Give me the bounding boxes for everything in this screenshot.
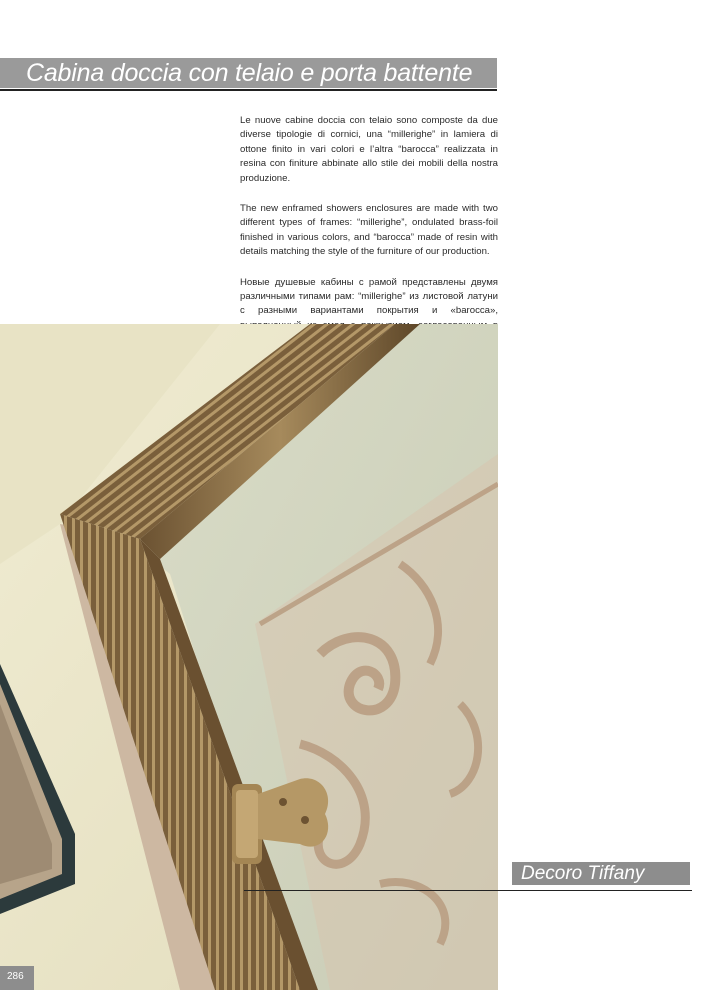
caption-rule <box>244 890 692 891</box>
page-title: Cabina doccia con telaio e porta battente <box>26 59 473 87</box>
caption-name: Tiffany <box>587 863 645 884</box>
description-russian: Новые душевые кабины с рамой представлены двумя различными типами рам: “millerighe” из листовой латуни с разными вариантами покрытия и «barocca», <box>240 276 498 317</box>
description-english: The new enframed showers enclosures are made with two different types of frames: “millerighe”, ondulated brass-foil finished in various colors, and “barocca” made of resin with details matching the style of the furniture of our production. <box>240 203 498 258</box>
caption <box>521 862 644 885</box>
page-number: 286 <box>7 971 24 982</box>
caption-prefix: Decoro <box>521 863 588 884</box>
description-italian: Le nuove cabine doccia con telaio sono composte da due diverse tipologie di cornici, una “millerighe” in lamiera di ottone finito in vari colori e l’altra “barocca” realizzata in resina con finiture abbinate allo stile dei mobili della nostra produzione. <box>240 115 498 184</box>
title-rule <box>0 89 497 91</box>
